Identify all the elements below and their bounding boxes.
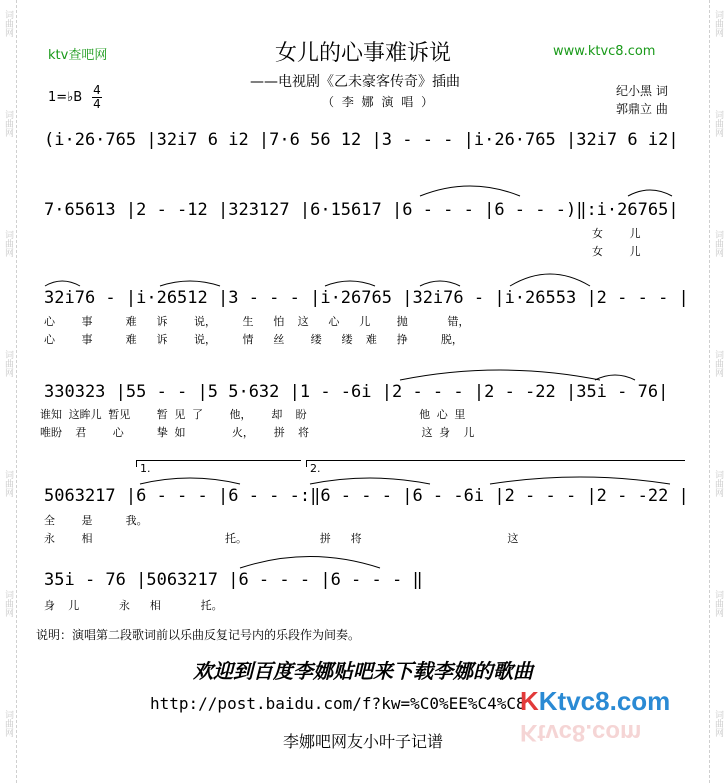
slur-arc xyxy=(490,477,670,484)
score-line-2: 7·65613 |2 - -12 |323127 |6·15617 |6 - - - |6 - - -)‖:i·26765| xyxy=(44,200,679,220)
slur-arc xyxy=(140,478,240,484)
slur-arc xyxy=(595,375,635,380)
lyrics-line-4-verse-2: 唯盼 君 心 挚 如 火， 拼 将 这 身 儿 xyxy=(40,426,475,439)
slur-arc xyxy=(628,190,672,196)
song-title: 女儿的心事难诉说 xyxy=(274,41,451,66)
meter-top: 4 xyxy=(93,83,101,97)
watermark-text: 词曲网 xyxy=(713,230,723,257)
watermark-text: 词曲网 xyxy=(3,710,13,737)
watermark-text: 词曲网 xyxy=(3,110,13,137)
lyrics-line-3-verse-2: 心 事 难 诉 说， 情 丝 缕 缕 难 挣 脱， xyxy=(44,333,463,346)
logo-reflection-text: Ktvc8.com xyxy=(520,719,642,746)
logo-k: K xyxy=(520,686,539,716)
key-signature: 1=♭B xyxy=(48,90,83,105)
watermark-text: 词曲网 xyxy=(3,350,13,377)
slur-arc xyxy=(310,478,430,484)
slur-arc xyxy=(160,281,220,286)
watermark-text: 词曲网 xyxy=(713,590,723,617)
lyrics-line-6: 身 儿 永 相 托。 xyxy=(44,599,223,612)
transcriber-credit: 李娜吧网友小叶子记谱 xyxy=(282,732,443,751)
score-line-5: 5063217 |6 - - - |6 - - -:‖6 - - - |6 - -6i |2 - - - |2 - -22 | xyxy=(44,486,689,506)
promo-banner: 欢迎到百度李娜贴吧来下载李娜的歌曲 xyxy=(193,659,533,683)
watermark-text: 词曲网 xyxy=(3,10,13,37)
score-line-4: 330323 |55 - - |5 5·632 |1 - -6i |2 - - - |2 - -22 |35i - 76| xyxy=(44,382,669,402)
slur-arc xyxy=(420,186,520,196)
watermark-text: 词曲网 xyxy=(3,470,13,497)
song-subtitle: ——电视剧《乙未豪客传奇》插曲 xyxy=(250,74,460,90)
tieba-url[interactable]: http://post.baidu.com/f?kw=%C0%EE%C4%C8 xyxy=(150,694,526,713)
watermark-text: 词曲网 xyxy=(713,470,723,497)
score-line-3: 32i76 - |i·26512 |3 - - - |i·26765 |32i76 - |i·26553 |2 - - - | xyxy=(44,288,689,308)
lyrics-line-2-verse-2: 女 儿 xyxy=(592,245,641,258)
watermark-text: 词曲网 xyxy=(713,110,723,137)
composer-credit: 郭鼎立 曲 xyxy=(616,102,668,116)
meter-bottom: 4 xyxy=(93,97,101,111)
watermark-text: 词曲网 xyxy=(713,350,723,377)
slur-arc xyxy=(325,281,375,286)
ktvc8-logo xyxy=(520,686,670,717)
site-url-right: www.ktvc8.com xyxy=(553,44,656,59)
lyrics-line-4-verse-1: 谁知 这眸儿 暂见 暂 见 了 他， 却 盼 他 心 里 xyxy=(40,408,466,421)
watermark-text: 词曲网 xyxy=(3,590,13,617)
lyricist-credit: 纪小黑 词 xyxy=(616,84,668,98)
volta-label-2: 2. xyxy=(310,462,321,475)
lyrics-line-2-verse-1: 女 儿 xyxy=(592,227,641,240)
lyrics-line-5-verse-2: 永 相 托。 拼 将 这 xyxy=(44,532,519,545)
score-line-6: 35i - 76 |5063217 |6 - - - |6 - - - ‖ xyxy=(44,570,423,590)
slur-arc xyxy=(510,274,590,286)
watermark-text: 词曲网 xyxy=(3,230,13,257)
slur-arc xyxy=(400,370,600,380)
volta-label-1: 1. xyxy=(140,462,151,475)
lyrics-line-5-verse-1: 全 是 我。 xyxy=(44,514,148,527)
slur-arc xyxy=(420,281,460,286)
logo-text: Ktvc8.com xyxy=(538,686,671,716)
lyrics-line-3-verse-1: 心 事 难 诉 说， 生 怕 这 心 儿 抛 错， xyxy=(44,315,470,328)
watermark-text: 词曲网 xyxy=(713,710,723,737)
watermark-text: 词曲网 xyxy=(713,10,723,37)
singer-credit: （ 李 娜 演 唱 ） xyxy=(322,95,436,109)
score-line-1: (i·26·765 |32i7 6 i2 |7·6 56 12 |3 - - - |i·26·765 |32i7 6 i2| xyxy=(44,130,679,150)
slur-arc xyxy=(45,281,80,286)
slur-arc xyxy=(240,557,380,569)
performance-note: 说明：演唱第二段歌词前以乐曲反复记号内的乐段作为间奏。 xyxy=(36,628,361,642)
site-name-left: ktv查吧网 xyxy=(48,48,108,63)
